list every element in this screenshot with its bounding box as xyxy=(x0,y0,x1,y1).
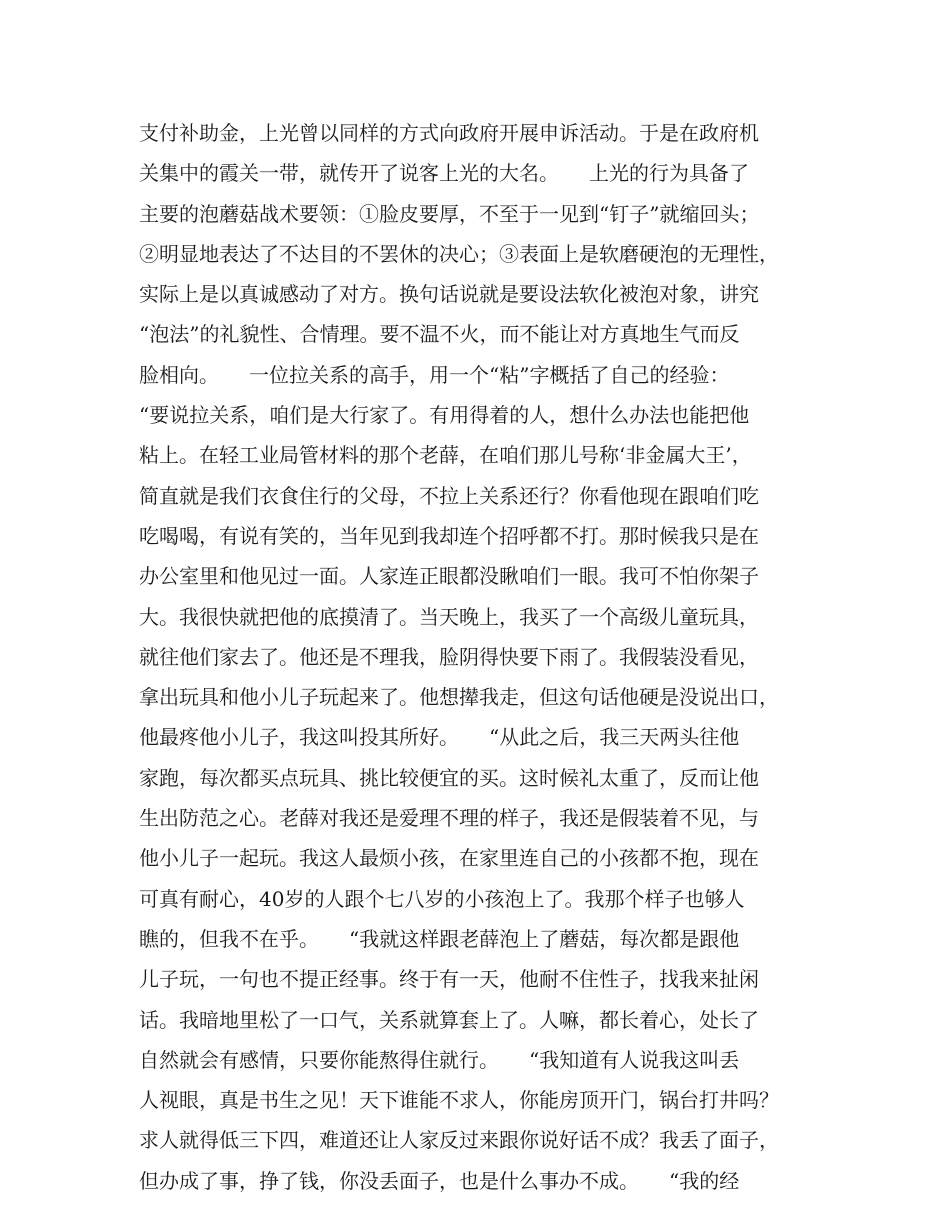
text-line: 主要的泡蘑菇战术要领：①脸皮要厚，不至于一见到“钉子”就缩回头； xyxy=(139,201,760,226)
text-line: 实际上是以真诚感动了对方。换句话说就是要设法软化被泡对象，讲究 xyxy=(139,282,759,307)
text-line: 办公室里和他见过一面。人家连正眼都没瞅咱们一眼。我可不怕你架子 xyxy=(139,564,759,589)
text-line: 吃喝喝，有说有笑的，当年见到我却连个招呼都不打。那时候我只是在 xyxy=(139,523,759,548)
text-line: 瞧的，但我不在乎。 “我就这样跟老薛泡上了蘑菇，每次都是跟他 xyxy=(139,926,740,951)
text-line: 人视眼，真是书生之见！天下谁能不求人，你能房顶开门，锅台打井吗？ xyxy=(139,1088,779,1113)
text-line: 简直就是我们衣食住行的父母，不拉上关系还行？你看他现在跟咱们吃 xyxy=(139,483,759,508)
text-line: 关集中的霞关一带，就传开了说客上光的大名。 上光的行为具备了 xyxy=(139,161,749,186)
body-text xyxy=(139,113,829,1201)
text-line: 自然就会有感情，只要你能熬得住就行。 “我知道有人说我这叫丢 xyxy=(139,1047,740,1072)
text-line: 脸相向。 一位拉关系的高手，用一个“粘”字概括了自己的经验： xyxy=(139,362,730,387)
text-line: 粘上。在轻工业局管材料的那个老薛，在咱们那儿号称‘非金属大王’， xyxy=(139,443,752,468)
text-line: 儿子玩，一句也不提正经事。终于有一天，他耐不住性子，找我来扯闲 xyxy=(139,967,759,992)
text-line: 他最疼他小儿子，我这叫投其所好。 “从此之后，我三天两头往他 xyxy=(139,725,740,750)
text-line: “要说拉关系，咱们是大行家了。有用得着的人，想什么办法也能把他 xyxy=(139,403,750,428)
text-line: 家跑，每次都买点玩具、挑比较便宜的买。这时候礼太重了，反而让他 xyxy=(139,765,759,790)
text-line: 生出防范之心。老薛对我还是爱理不理的样子，我还是假装着不见，与 xyxy=(139,806,759,831)
text-line: 求人就得低三下四，难道还让人家反过来跟你说好话不成？我丢了面子， xyxy=(139,1128,779,1153)
text-line: 支付补助金，上光曾以同样的方式向政府开展申诉活动。于是在政府机 xyxy=(139,121,759,145)
text-line: 大。我很快就把他的底摸清了。当天晚上，我买了一个高级儿童玩具， xyxy=(139,604,759,629)
text-line: 但办成了事，挣了钱，你没丢面子，也是什么事办不成。 “我的经 xyxy=(139,1168,740,1193)
text-line: ②明显地表达了不达目的不罢休的决心；③表面上是软磨硬泡的无理性， xyxy=(139,241,779,266)
text-line: 他小儿子一起玩。我这人最烦小孩，在家里连自己的小孩都不抱，现在 xyxy=(139,846,759,871)
text-line: 可真有耐心，40岁的人跟个七八岁的小孩泡上了。我那个样子也够人 xyxy=(139,886,745,911)
text-line: 话。我暗地里松了一口气，关系就算套上了。人嘛，都长着心，处长了 xyxy=(139,1007,759,1032)
text-line: 拿出玩具和他小儿子玩起来了。他想撵我走，但这句话他硬是没说出口， xyxy=(139,685,779,710)
text-line: 就往他们家去了。他还是不理我，脸阴得快要下雨了。我假装没看见， xyxy=(139,644,759,669)
text-line: “泡法”的礼貌性、合情理。要不温不火，而不能让对方真地生气而反 xyxy=(139,322,740,347)
